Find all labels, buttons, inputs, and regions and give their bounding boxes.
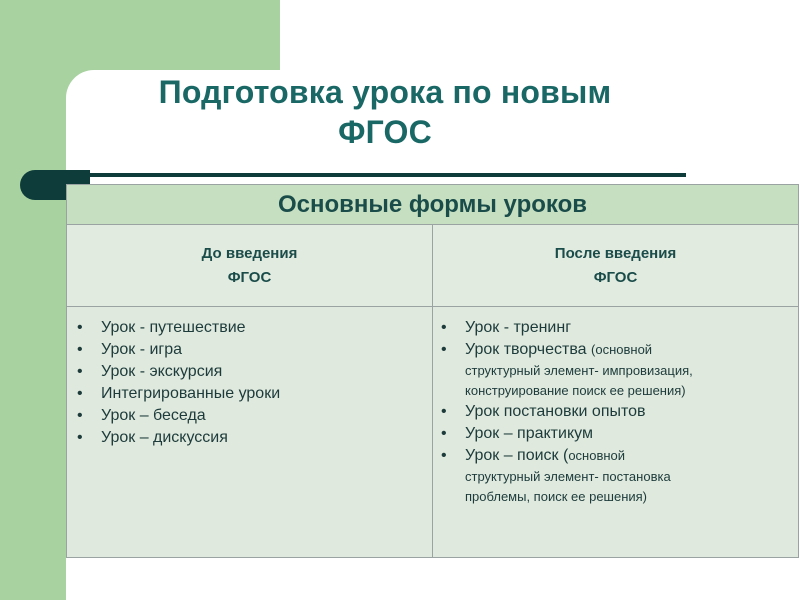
col1-head-line-2: ФГОС: [227, 268, 272, 286]
list-item: • Урок – практикум: [441, 423, 798, 445]
bullet-icon: •: [77, 363, 83, 380]
bar-line: [70, 173, 686, 177]
after-list: [433, 307, 798, 507]
list-item: • Урок - игра: [77, 339, 432, 361]
title-line-1: Подготовка урока по новым: [158, 74, 612, 110]
col2-head-line-1: После введения: [554, 244, 677, 262]
before-list: [67, 307, 432, 449]
bullet-icon: •: [77, 407, 83, 424]
list-item: • Урок – дискуссия: [77, 427, 432, 449]
bullet-icon: •: [441, 425, 447, 442]
list-item: • Интегрированные уроки: [77, 383, 432, 405]
list-item: • Урок - тренинг: [441, 317, 798, 339]
list-item: • Урок – беседа: [77, 405, 432, 427]
bullet-icon: •: [441, 403, 447, 420]
col2-head-line-2: ФГОС: [593, 268, 638, 286]
table-header: Основные формы уроков: [67, 185, 799, 225]
list-item: • Урок постановки опытов: [441, 401, 798, 423]
col1-head-line-1: До введения: [201, 244, 298, 262]
lesson-forms-table: [66, 184, 799, 558]
bullet-icon: •: [77, 385, 83, 402]
column-header-before: [67, 225, 433, 307]
list-item: • Урок - экскурсия: [77, 361, 432, 383]
bullet-icon: •: [441, 341, 447, 358]
bullet-icon: •: [77, 429, 83, 446]
bullet-icon: •: [441, 319, 447, 336]
bullet-icon: •: [77, 341, 83, 358]
bullet-icon: •: [441, 447, 447, 464]
slide-title: [70, 72, 700, 152]
list-item: • Урок – поиск (основной структурный элемент- постановка проблемы, поиск ее решения): [441, 447, 671, 504]
list-item: • Урок - путешествие: [77, 317, 432, 339]
list-item: • Урок творчества (основной структурный элемент- импровизация, конструирование поиск ее решения): [441, 341, 693, 398]
title-line-2: ФГОС: [338, 114, 432, 150]
after-list-cell: [433, 307, 799, 558]
bullet-icon: •: [77, 319, 83, 336]
column-header-after: [433, 225, 799, 307]
before-list-cell: [67, 307, 433, 558]
